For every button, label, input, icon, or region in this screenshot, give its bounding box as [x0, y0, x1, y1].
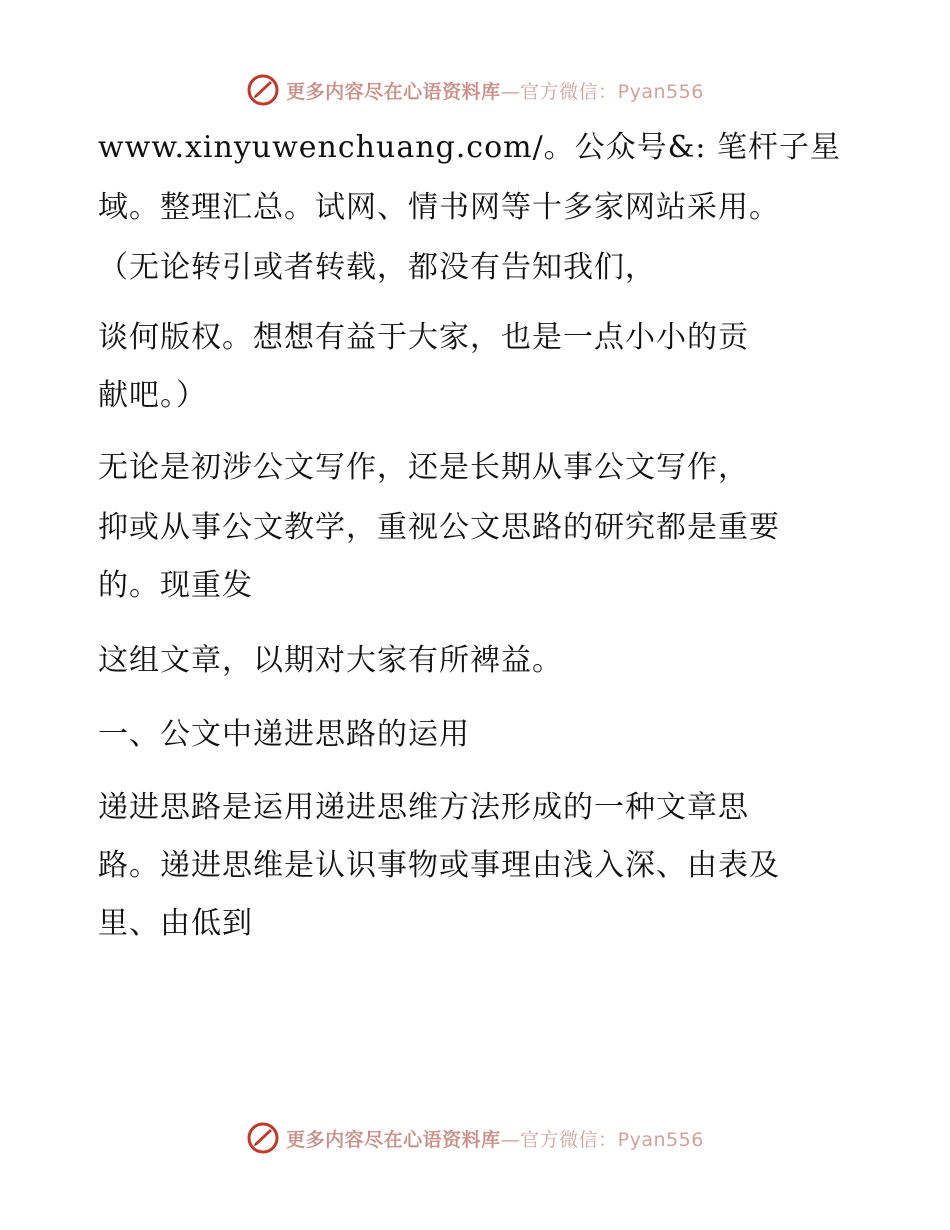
body-line: 谈何版权。想想有益于大家，也是一点小小的贡	[98, 320, 749, 355]
body-line: 里、由低到	[98, 906, 253, 941]
banner-text	[286, 1125, 704, 1152]
banner-brand: 更多内容尽在心语资料库	[286, 1128, 501, 1151]
banner-brand: 更多内容尽在心语资料库	[286, 80, 501, 103]
body-line: 路。递进思维是认识事物或事理由浅入深、由表及	[98, 848, 780, 883]
body-line: 的。现重发	[98, 568, 253, 603]
banner-contact: 官方微信：Pyan556	[520, 1128, 704, 1151]
body-line: 域。整理汇总。试网、情书网等十多家网站采用。	[98, 190, 780, 225]
section-heading: 一、公文中递进思路的运用	[98, 717, 470, 752]
footer-banner	[0, 1118, 950, 1158]
body-line: www.xinyuwenchuang.com/。公众号&: 笔杆子星	[98, 130, 842, 165]
body-line: （无论转引或者转载，都没有告知我们，	[98, 250, 656, 285]
body-line: 无论是初涉公文写作，还是长期从事公文写作，	[98, 450, 749, 485]
banner-contact: 官方微信：Pyan556	[520, 80, 704, 103]
body-line: 抑或从事公文教学，重视公文思路的研究都是重要	[98, 510, 780, 545]
banner-separator: —	[500, 1128, 521, 1151]
body-line: 献吧。）	[98, 378, 207, 413]
banner-separator: —	[500, 80, 521, 103]
body-line: 这组文章，以期对大家有所裨益。	[98, 643, 563, 678]
logo-seal-icon	[246, 1121, 280, 1155]
banner-text	[286, 77, 704, 104]
header-banner	[0, 70, 950, 110]
logo-seal-icon	[246, 73, 280, 107]
body-line: 递进思路是运用递进思维方法形成的一种文章思	[98, 790, 749, 825]
